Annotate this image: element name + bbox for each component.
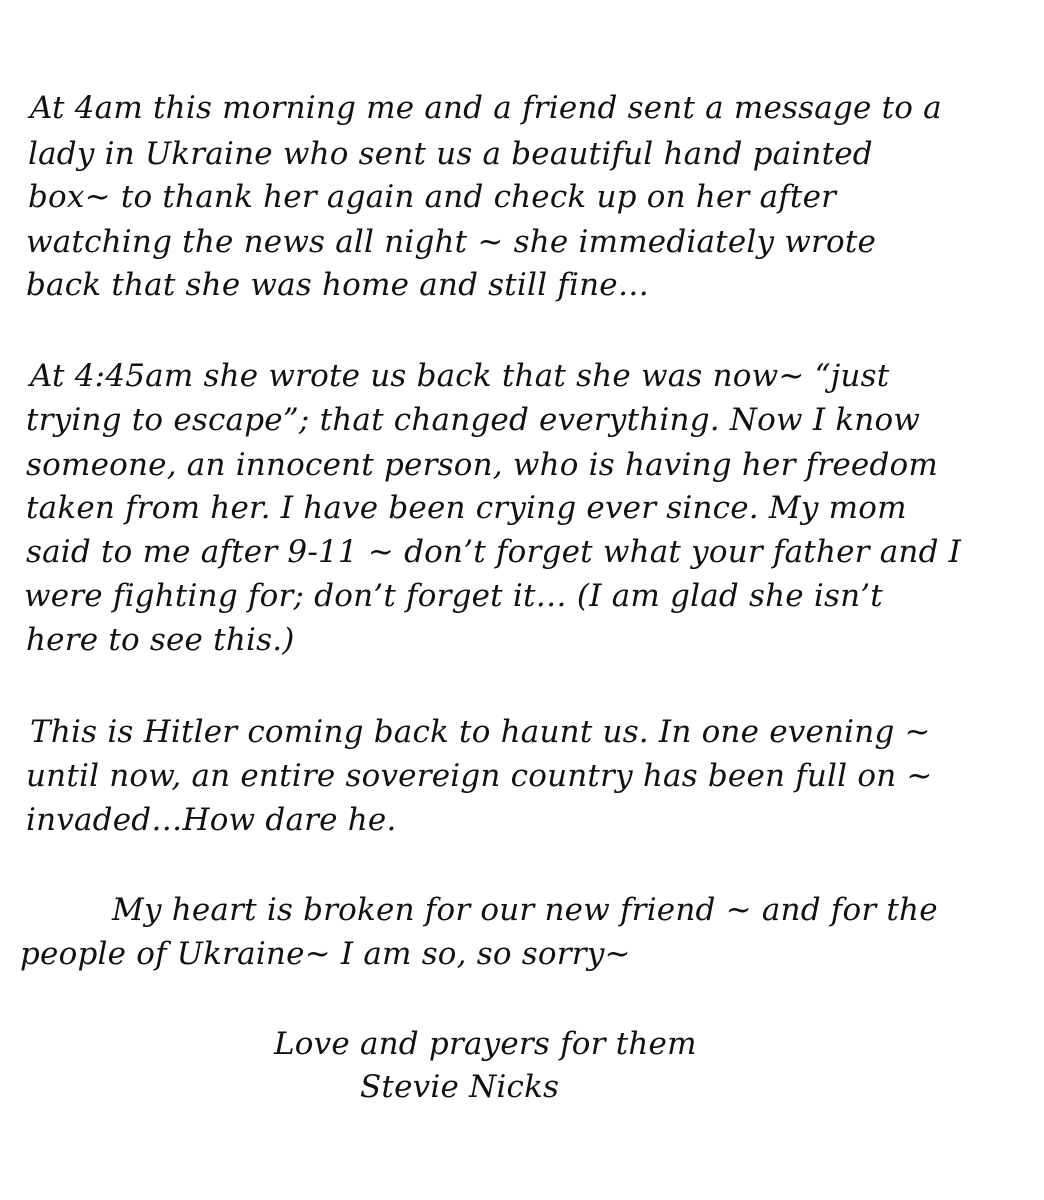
- text-line: here to see this.): [26, 622, 295, 658]
- text-line: trying to escape”; that changed everything. Now I know: [26, 402, 921, 438]
- text-line: taken from her. I have been crying ever since. My mom: [26, 490, 907, 526]
- signature: Stevie Nicks: [360, 1069, 560, 1105]
- text-line: invaded…How dare he.: [26, 802, 397, 838]
- text-line: At 4:45am she wrote us back that she was now~ “just: [30, 358, 890, 394]
- closing-line: Love and prayers for them: [274, 1026, 697, 1062]
- text-line: This is Hitler coming back to haunt us. In one evening ~: [30, 714, 931, 750]
- text-line: back that she was home and still fine…: [26, 267, 650, 303]
- text-line: lady in Ukraine who sent us a beautiful hand painted: [28, 136, 873, 172]
- text-line: were fighting for; don’t forget it… (I am glad she isn’t: [24, 578, 883, 614]
- text-line: box~ to thank her again and check up on her after: [28, 179, 837, 215]
- text-line: said to me after 9-11 ~ don’t forget what your father and I: [26, 534, 962, 570]
- text-line: watching the news all night ~ she immediately wrote: [26, 224, 877, 260]
- text-line: people of Ukraine~ I am so, so sorry~: [20, 936, 631, 972]
- text-line: At 4am this morning me and a friend sent a message to a: [30, 90, 942, 126]
- text-line: until now, an entire sovereign country has been full on ~: [26, 758, 933, 794]
- text-line: someone, an innocent person, who is having her freedom: [26, 447, 938, 483]
- text-line: My heart is broken for our new friend ~ and for the: [112, 892, 938, 928]
